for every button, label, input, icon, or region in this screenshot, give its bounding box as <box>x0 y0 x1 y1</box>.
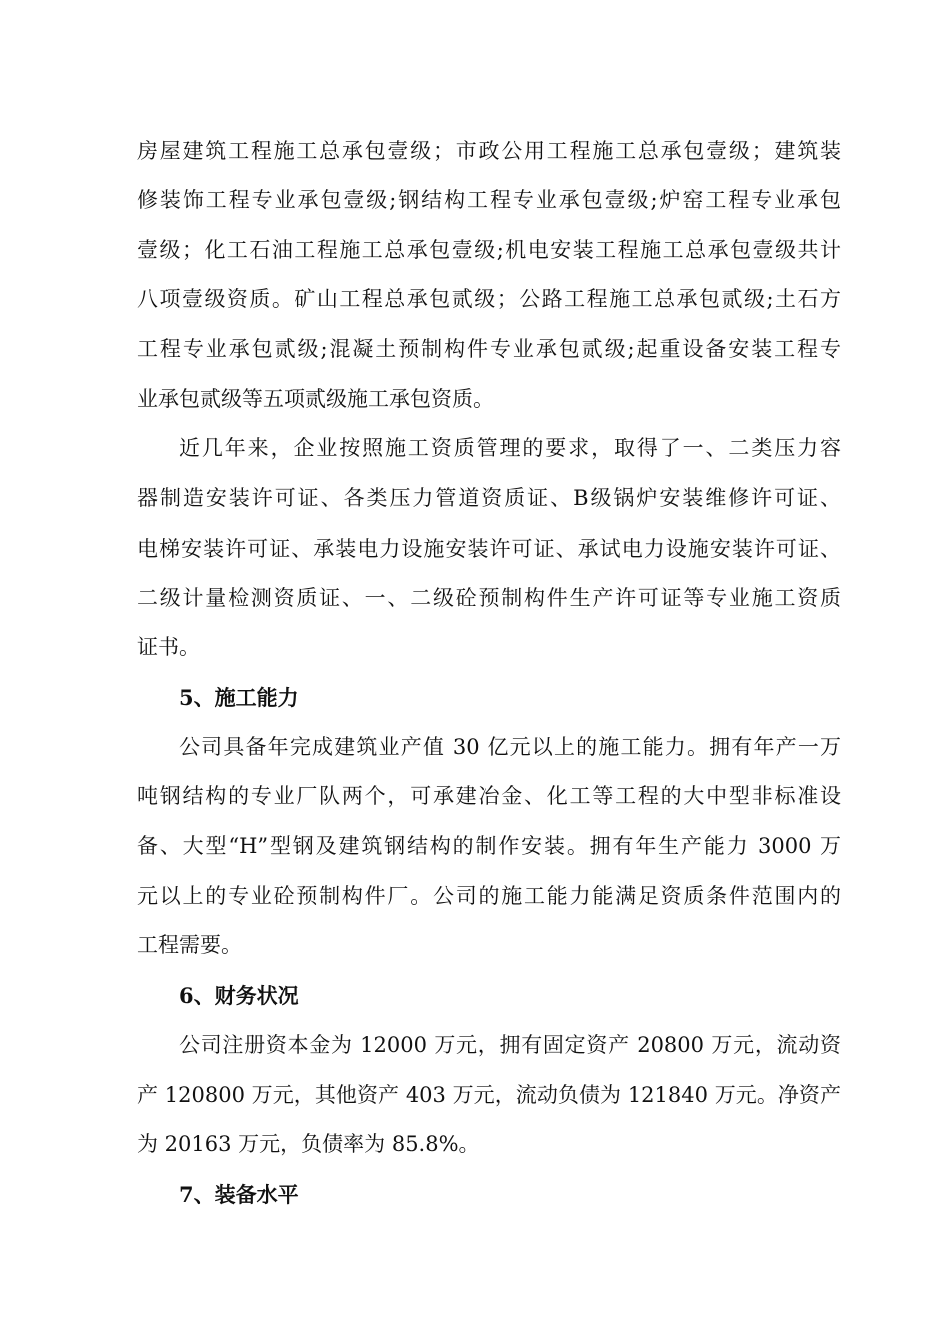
body-text-line: 产 120800 万元，其他资产 403 万元，流动负债为 121840 万元。净资产 <box>137 1083 841 1107</box>
body-text-line: 房屋建筑工程施工总承包壹级；市政公用工程施工总承包壹级；建筑装 <box>137 139 841 163</box>
section-heading: 7、装备水平 <box>179 1182 299 1207</box>
body-text-line: 近几年来，企业按照施工资质管理的要求，取得了一、二类压力容 <box>179 436 841 460</box>
body-text-line: 工程专业承包贰级;混凝土预制构件专业承包贰级;起重设备安装工程专 <box>137 337 841 361</box>
section-heading: 6、财务状况 <box>179 983 299 1008</box>
body-text-line: 吨钢结构的专业厂队两个，可承建冶金、化工等工程的大中型非标准设 <box>137 784 841 808</box>
body-text-line: 为 20163 万元，负债率为 85.8%。 <box>137 1132 480 1156</box>
body-text-line: 工程需要。 <box>137 933 242 957</box>
body-text-line: 八项壹级资质。矿山工程总承包贰级；公路工程施工总承包贰级;土石方 <box>137 287 841 311</box>
body-text-line: 二级计量检测资质证、一、二级砼预制构件生产许可证等专业施工资质 <box>137 586 841 610</box>
body-text-line: 公司具备年完成建筑业产值 30 亿元以上的施工能力。拥有年产一万 <box>179 735 841 759</box>
section-heading: 5、施工能力 <box>179 685 299 710</box>
body-text-line: 业承包贰级等五项贰级施工承包资质。 <box>137 387 494 411</box>
body-text-line: 公司注册资本金为 12000 万元，拥有固定资产 20800 万元，流动资 <box>179 1033 841 1057</box>
body-text-line: 电梯安装许可证、承装电力设施安装许可证、承试电力设施安装许可证、 <box>137 537 841 561</box>
body-text-line: 壹级；化工石油工程施工总承包壹级;机电安装工程施工总承包壹级共计 <box>137 238 841 262</box>
body-text-line: 证书。 <box>137 635 200 659</box>
body-text-line: 备、大型“H”型钢及建筑钢结构的制作安装。拥有年生产能力 3000 万 <box>137 834 841 858</box>
body-text-line: 元以上的专业砼预制构件厂。公司的施工能力能满足资质条件范围内的 <box>137 884 841 908</box>
body-text-line: 修装饰工程专业承包壹级;钢结构工程专业承包壹级;炉窑工程专业承包 <box>137 188 841 212</box>
body-text-line: 器制造安装许可证、各类压力管道资质证、B级锅炉安装维修许可证、 <box>137 486 841 510</box>
